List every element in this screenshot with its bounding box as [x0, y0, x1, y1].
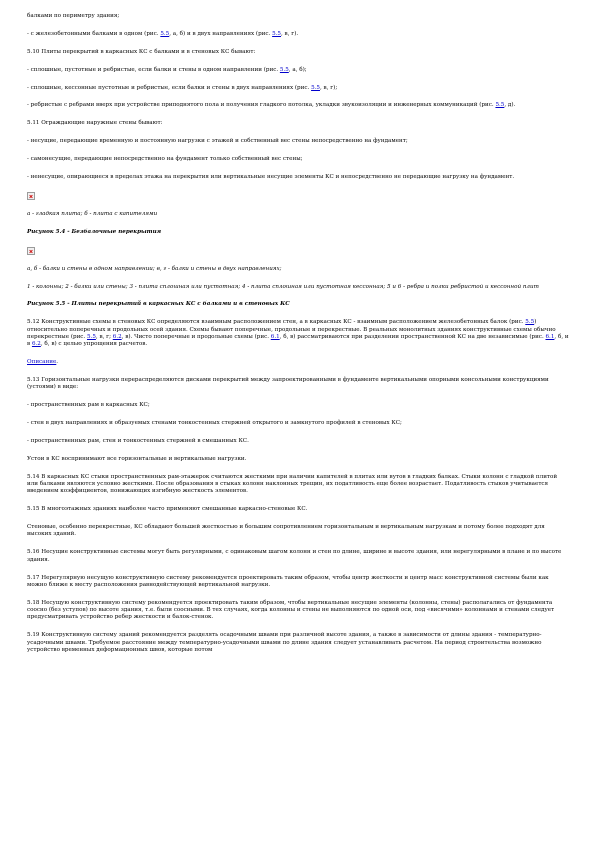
figure-link[interactable]: 6.2	[112, 333, 122, 340]
paragraph-10: - ненесущие, опирающиеся в пределах этажа на перекрытия или вертикальные несущие элементы КС и непосредственно не передающие нагрузку на фундамент.	[27, 174, 515, 181]
paragraph-11: 5.12 Конструктивные схемы в стеновых КС определяются взаимным расположением стен, а в каркасных КС - взаимным расположением железобетонных балок (рис. 5.5) относительно поперечных и продольных осей здания. Схемы бывают поперечные, продольные и перекрестные. В реальных монолитных зданиях конструктивные схемы обычно перекрестные (рис. 5.5, в, г; 6.2, в). Чисто поперечные и продольные схемы (рис. 6.1, б, в) рассматриваются при разделении пространственной КС на две независимые (рис. 6.1, б, и в 6.2, б, в) с целью упрощения расчетов.	[27, 319, 569, 348]
paragraph-20: Стеновые, особенно перекрестные, КС обладают большей жесткостью и большим сопротивлением горизонтальным и вертикальным нагрузкам и потому более подходят для высоких зданий.	[27, 524, 545, 538]
figure-link[interactable]: 5.5	[495, 102, 505, 109]
figure-link[interactable]: 5.5	[525, 319, 535, 326]
paragraph-5: - сплошные, кессонные пустотные и ребристые, если балки и стены в двух направлениях (рис. 5.5, в, г);	[27, 84, 338, 91]
figure-link[interactable]: 6.1	[270, 333, 280, 340]
paragraph-14: - пространственных рам в каркасных КС;	[27, 402, 150, 409]
description-link[interactable]: Описание	[27, 359, 57, 366]
paragraph-8: - несущие, передающие временную и постоянную нагрузки с этажей и собственный вес стены непосредственно на фундамент;	[27, 138, 408, 145]
paragraph-17: Устои в КС воспринимают все горизонтальные и вертикальные нагрузки.	[27, 455, 247, 462]
paragraph-6: - ребристые с ребрами вверх при устройстве приподнятого пола и получения гладкого потолка, укладки звукоизоляции и инженерных коммуникаций (рис. 5.5, д).	[27, 102, 516, 109]
figure-caption: а - гладкая плита; б - плита с капителями	[27, 210, 158, 217]
broken-image-icon	[27, 192, 35, 200]
paragraph-19: 5.15 В многоэтажных зданиях наиболее часто применяют смешанные каркасно-стеновые КС.	[27, 506, 308, 513]
figure-link[interactable]: 5.5	[87, 333, 96, 340]
figure-link[interactable]: 6.2	[31, 341, 41, 348]
paragraph-18: 5.14 В каркасных КС стыки пространственных рам-этажерок считаются жесткими при наличии капителей в плитах или вутов в гладких балках. Стыки колонн с гладкой плитой или балками являются условно жесткими. После образования в стыках колонн наклонных трещин, их податливость еще более возрастает. Податливость стыков учитывается введением коэффициентов, понижающих изгибную жесткость элементов.	[27, 473, 558, 495]
figure-title: Рисунок 5.4 - Безбалочные перекрытия	[27, 228, 162, 235]
figure-legend: 1 - колонны; 2 - балки или стены; 3 - плита сплошная или пустотная; 4 - плита сплошная или пустотная кессонная; 5 и 6 - ребра и полки ребристой и кессонной плит	[27, 283, 539, 290]
paragraph-16: - пространственных рам, стен и тонкостенных стержней в смешанных КС.	[27, 438, 249, 444]
figure-link[interactable]: 5.5	[279, 66, 289, 73]
figure-caption: а, б - балки и стены в одном направлении; в, г - балки и стены в двух направлениях;	[27, 265, 282, 272]
figure-5-4-image	[27, 192, 569, 202]
description-link-paragraph: Описание.	[27, 359, 59, 366]
figure-5-5-image	[27, 247, 569, 257]
figure-link[interactable]: 5.5	[160, 30, 170, 37]
paragraph-1: балками по периметру здания;	[27, 13, 120, 19]
paragraph-9: - самонесущие, передающие непосредственно на фундамент только собственный вес стены;	[27, 156, 303, 163]
broken-image-icon	[27, 247, 35, 255]
paragraph-21: 5.16 Несущие конструктивные системы могут быть регулярными, с одинаковым шагом колонн и стен по длине, ширине и высоте здания, или нерегулярными в плане и по высоте здания.	[27, 549, 562, 563]
paragraph-23: 5.18 Несущую конструктивную систему рекомендуется проектировать таким образом, чтобы вертикальные несущие элементы (колонны, стены) располагались от фундамента соосно (без уступов) по высоте здания, т.е. были соосными. В тех случаях, когда колонны и стены не выполняются по одной оси, под «висячими» колоннами и стенами следует предусматривать устройство ребер жесткости и балок-стенок.	[27, 599, 555, 621]
paragraph-7: 5.11 Ограждающие наружные стены бывают:	[27, 120, 163, 127]
paragraph-13: 5.13 Горизонтальные нагрузки перераспределяются дисками перекрытий между запроектированными в фундаменте вертикальными опорными консольными конструкциями (устоями) в виде:	[27, 377, 549, 391]
paragraph-24: 5.19 Конструктивную систему зданий рекомендуется разделять осадочными швами при различной высоте здания, а также в зависимости от длины здания - температурно-усадочными швами. Требуемое расстояние между температурно-усадочными швами по длине здания следует устанавливать расчетом. На период строительства возможно устройство временных деформационных швов, которые потом	[27, 632, 542, 653]
paragraph-2: - с железобетонными балками в одном (рис. 5.5, а, б) и в двух направлениях (рис. 5.5, в, г).	[27, 30, 299, 37]
figure-link[interactable]: 6.1	[545, 333, 555, 340]
paragraph-22: 5.17 Нерегулярную несущую конструктивную систему рекомендуется проектировать таким образом, чтобы центр жесткости и центр масс конструктивной системы были как можно ближе к месту расположения равнодействующей вертикальной нагрузки.	[27, 574, 549, 588]
paragraph-4: - сплошные, пустотные и ребристые, если балки и стены в одном направлении (рис. 5.5, а, б);	[27, 66, 307, 73]
paragraph-15: - стен в двух направлениях и образуемых стенами тонкостенных стержней открытого и замкнутого профилей в стеновых КС;	[27, 420, 402, 427]
figure-link[interactable]: 5.5	[311, 84, 320, 91]
figure-title: Рисунок 5.5 - Плиты перекрытий в каркасных КС с балками и в стеновых КС	[27, 301, 290, 308]
figure-link[interactable]: 5.5	[272, 30, 281, 37]
paragraph-3: 5.10 Плиты перекрытий в каркасных КС с балками и в стеновых КС бывают:	[27, 48, 256, 55]
